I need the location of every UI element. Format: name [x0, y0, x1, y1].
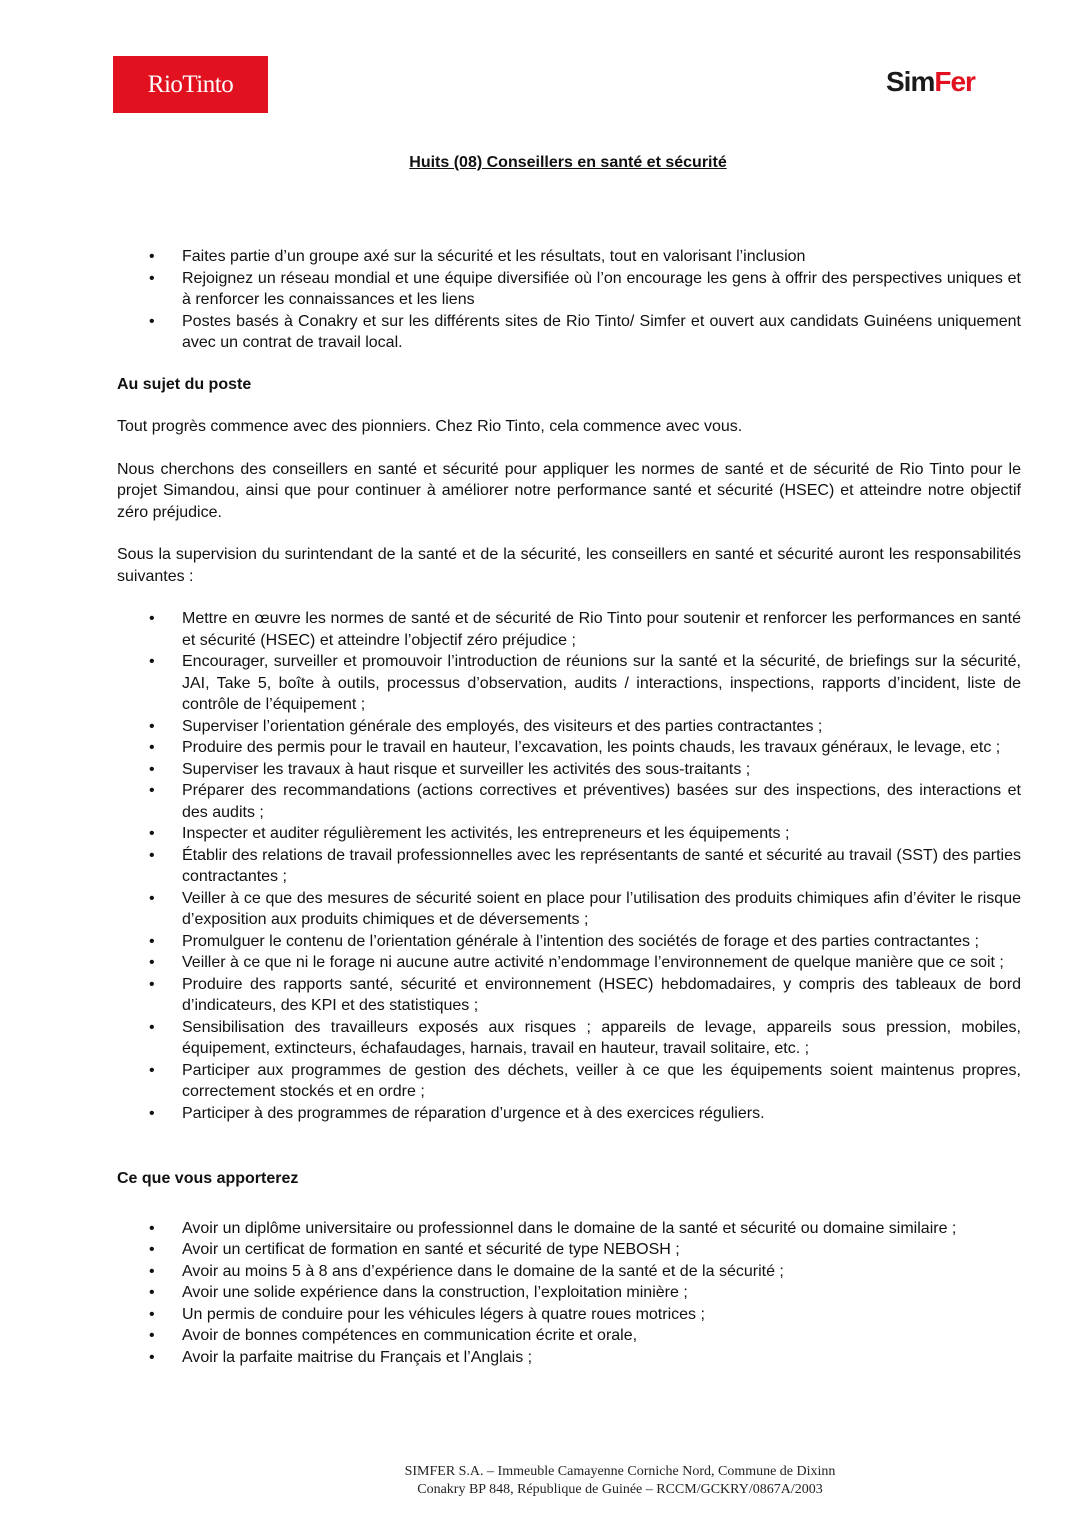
simfer-logo-part2: Fer: [934, 66, 975, 97]
list-item: • Avoir de bonnes compétences en communication écrite et orale,: [117, 1325, 1021, 1347]
list-item: • Produire des permis pour le travail en hauteur, l’excavation, les points chauds, les travaux généraux, le levage, etc ;: [117, 737, 1021, 759]
list-item: • Avoir une solide expérience dans la construction, l’exploitation minière ;: [117, 1282, 1021, 1304]
section-heading-requirements: Ce que vous apporterez: [117, 1170, 299, 1187]
document-body: [117, 246, 1021, 1368]
list-item: • Un permis de conduire pour les véhicules légers à quatre roues motrices ;: [117, 1304, 1021, 1326]
about-paragraph-2: Nous cherchons des conseillers en santé et sécurité pour appliquer les normes de santé et de sécurité de Rio Tinto pour le projet Simandou, ainsi que pour continuer à améliorer notre performance santé et sécurité (HSEC) et atteindre notre objectif zéro préjudice.: [117, 460, 1021, 521]
about-paragraph-3: Sous la supervision du surintendant de la santé et de la sécurité, les conseillers en santé et sécurité auront les responsabilités suivantes :: [117, 546, 1021, 585]
responsibilities-list: [117, 608, 1021, 1124]
rio-tinto-logo: [113, 56, 268, 113]
list-item: • Participer à des programmes de réparation d’urgence et à des exercices réguliers.: [117, 1103, 1021, 1125]
list-item: • Avoir un diplôme universitaire ou professionnel dans le domaine de la santé et sécurité ou domaine similaire ;: [117, 1218, 1021, 1240]
list-item: • Superviser les travaux à haut risque et surveiller les activités des sous-traitants ;: [117, 759, 1021, 781]
footer-line-1: SIMFER S.A. – Immeuble Camayenne Corniche Nord, Commune de Dixinn: [404, 1464, 836, 1479]
list-item: • Faites partie d’un groupe axé sur la sécurité et les résultats, tout en valorisant l’inclusion: [117, 246, 1021, 268]
list-item: • Rejoignez un réseau mondial et une équipe diversifiée où l’on encourage les gens à offrir des perspectives uniques et à renforcer les connaissances et les liens: [117, 268, 1021, 311]
list-item: • Avoir la parfaite maitrise du Français et l’Anglais ;: [117, 1347, 1021, 1369]
list-item: • Veiller à ce que ni le forage ni aucune autre activité n’endommage l’environnement de quelque manière que ce soit ;: [117, 952, 1021, 974]
list-item: • Participer aux programmes de gestion des déchets, veiller à ce que les équipements soient maintenus propres, correctement stockés et en ordre ;: [117, 1060, 1021, 1103]
page-footer: [340, 1463, 900, 1499]
intro-list: [117, 246, 1021, 354]
list-item: • Veiller à ce que des mesures de sécurité soient en place pour l’utilisation des produits chimiques afin d’éviter le risque d’exposition aux produits chimiques et de déversements ;: [117, 888, 1021, 931]
list-item: • Préparer des recommandations (actions correctives et préventives) basées sur des inspections, des interactions et des audits ;: [117, 780, 1021, 823]
footer-line-2: Conakry BP 848, République de Guinée – RCCM/GCKRY/0867A/2003: [417, 1482, 823, 1497]
about-paragraph-1: Tout progrès commence avec des pionniers. Chez Rio Tinto, cela commence avec vous.: [117, 418, 743, 435]
list-item: • Promulguer le contenu de l’orientation générale à l’intention des sociétés de forage et des parties contractantes ;: [117, 931, 1021, 953]
list-item: • Avoir un certificat de formation en santé et sécurité de type NEBOSH ;: [117, 1239, 1021, 1261]
section-heading-about: Au sujet du poste: [117, 375, 252, 393]
list-item: • Produire des rapports santé, sécurité et environnement (HSEC) hebdomadaires, y compris des tableaux de bord d’indicateurs, des KPI et des statistiques ;: [117, 974, 1021, 1017]
list-item: • Superviser l’orientation générale des employés, des visiteurs et des parties contractantes ;: [117, 716, 1021, 738]
rio-tinto-logo-text: RioTinto: [147, 70, 234, 98]
list-item: • Avoir au moins 5 à 8 ans d’expérience dans le domaine de la santé et de la sécurité ;: [117, 1261, 1021, 1283]
list-item: • Postes basés à Conakry et sur les différents sites de Rio Tinto/ Simfer et ouvert aux candidats Guinéens uniquement avec un contrat de travail local.: [117, 311, 1021, 354]
list-item: • Établir des relations de travail professionnelles avec les représentants de santé et sécurité au travail (SST) des parties contractantes ;: [117, 845, 1021, 888]
simfer-logo: [886, 66, 975, 98]
list-item: • Sensibilisation des travailleurs exposés aux risques ; appareils de levage, appareils sous pression, mobiles, équipement, extincteurs, échafaudages, harnais, travail en hauteur, travail solitaire, etc. ;: [117, 1017, 1021, 1060]
list-item: • Encourager, surveiller et promouvoir l’introduction de réunions sur la santé et la sécurité, de briefings sur la sécurité, JAI, Take 5, boîte à outils, processus d’observation, audits / interactions, inspections, rapports d’incident, liste de contrôle de l’équipement ;: [117, 651, 1021, 716]
list-item: • Inspecter et auditer régulièrement les activités, les entrepreneurs et les équipements ;: [117, 823, 1021, 845]
page-title: Huits (08) Conseillers en santé et sécurité: [409, 154, 727, 171]
list-item: • Mettre en œuvre les normes de santé et de sécurité de Rio Tinto pour soutenir et renforcer les performances en santé et sécurité (HSEC) et atteindre l’objectif zéro préjudice ;: [117, 608, 1021, 651]
requirements-list: [117, 1218, 1021, 1369]
simfer-logo-part1: Sim: [886, 66, 935, 97]
